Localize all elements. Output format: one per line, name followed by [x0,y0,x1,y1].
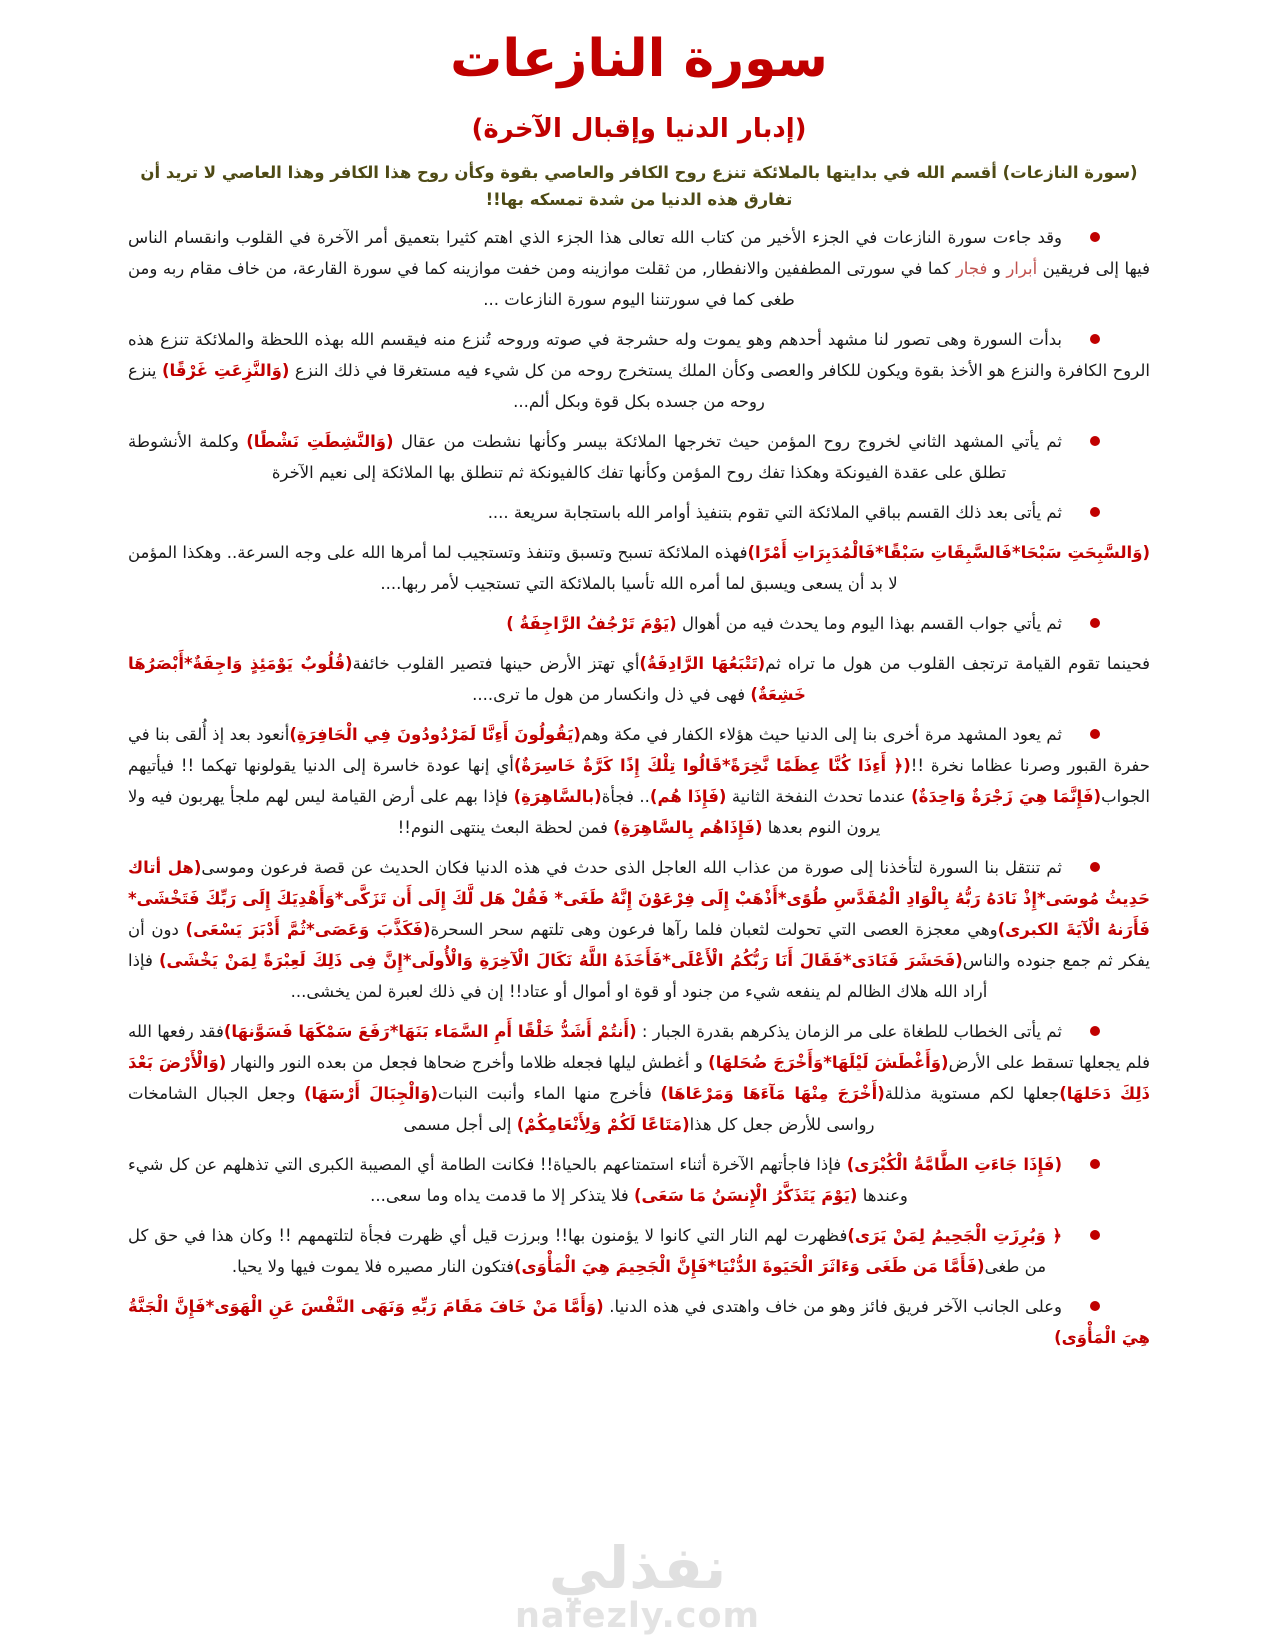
bullet-icon [1090,334,1100,344]
bullet-icon [1090,436,1100,446]
quran-quote: (وَالنَّزِعَتِ غَرْقًا) [161,360,290,380]
quran-quote: (فَإِذَا هُم) [649,786,727,806]
bullet-icon [1090,862,1100,872]
body-text: ثم يأتي المشهد الثاني لخروج روح المؤمن حيث تخرجها الملائكة بيسر وكأنها نشطت من عقال [393,431,1062,451]
intro-note: (سورة النازعات) أقسم الله في بدايتها بالملائكة تنزع روح الكافر والعاصي بقوة وكأن روح هذا الكافر وهذا العاصي لا تريد أن تفارق هذه الدنيا من شدة تمسكه بها!! [140,162,1138,209]
quran-quote: (بالسَّاهِرَةِ) [513,786,602,806]
body-text: فهى في ذل وانكسار من هول ما ترى.... [472,684,751,704]
quran-quote: (يَقُولُونَ أَءِنَّا لَمَرْدُودُونَ فِي الْحَافِرَةِ) [289,724,581,744]
bullet-icon [1090,507,1100,517]
body-text: أي تهتز الأرض حينها فتصير القلوب خائفة [352,653,640,673]
body-text: ثم يأتى بعد ذلك القسم بباقي الملائكة التي تقوم بتنفيذ أوامر الله باستجابة سريعة .... [487,502,1062,522]
quran-quote: (أَنتُمْ أَشَدُّ خَلْقًا أَمِ السَّمَاء بَنَهَا*رَفَعَ سَمْكَهَا فَسَوَّنهَا) [223,1021,637,1041]
body-text: فأخرج منها الماء وأنبت النبات [437,1083,661,1103]
watermark [0,1534,1275,1636]
quran-quote: (وَأَمَّا مَنْ خَافَ مَقَامَ رَبِّهِ وَنَهَى النَّفْسَ عَنِ الْهَوَى*فَإِنَّ الْجَنَّةُ هِيَ الْمَأْوَى) [128,1296,1150,1347]
bullet-icon [1090,1026,1100,1036]
quran-quote: (وَالسَّبِحَتِ سَبْحَا*فَالسَّبِقَاتِ سَبْقًا*فَالْمُدَبِرَاتِ أَمْرًا) [747,542,1150,562]
list-item [128,1016,1150,1140]
bullet-icon [1090,1301,1100,1311]
body-text: فإذا أراد الله هلاك الظالم لم ينفعه شيء من جنود أو قوة او أموال أو عتاد!! إن في ذلك لعبرة لمن يخشى... [128,950,988,1001]
body-text: ينزع روحه من جسده بكل قوة وبكل ألم... [128,360,765,411]
nafezly-domain: nafezly.com [514,1595,761,1636]
body-text: دون أن يفكر ثم جمع جنوده والناس [128,919,1151,970]
quran-quote: (فَإِذَاهُم بِالسَّاهِرَةِ) [613,817,763,837]
body-text: و أغطش ليلها فجعله ظلاما وأخرج ضحاها فجعل من بعده النور والنهار [226,1052,709,1072]
body-text: كما في سورتى المطففين والانفطار, من ثقلت موازينه ومن خفت موازينه كما في سورة القارعة، من خاف مقام ربه ومن طغى كما في سورتننا اليوم سورة النازعات ... [128,258,956,309]
body-text: ثم تنتقل بنا السورة لتأخذنا إلى صورة من عذاب الله العاجل الذى حدث في هذه الدنيا فكان الحديث عن قصة فرعون وموسى [201,857,1062,877]
paragraph [128,648,1150,710]
body-text: بدأت السورة وهى تصور لنا مشهد أحدهم وهو يموت وله حشرجة في صوته وروحه تُنزع منه فيقسم الله بهذه اللحظة والملائكة تنزع هذه الروح الكافرة والنزع هو الأخذ بقوة ويكون للكافر والعصى وكأن الملك يستخرج روحه من كل شيء فيه مستغرقا في ذلك النزع [128,329,1150,380]
quran-quote: (وَالنَّشِطَتِ نَشْطًا) [246,431,394,451]
quran-quote: (يَوْمَ تَرْجُفُ الرَّاجِفَةُ ) [506,613,677,633]
quran-quote: فجار [955,258,988,278]
body-text: أي إنها عودة خاسرة إلى الدنيا يقولونها تهكما !! فيأتيهم الجواب [128,755,1151,806]
body-text: .. فجأة [601,786,650,806]
body-text: و [987,258,1007,278]
list-item [128,324,1150,417]
quran-quote: ﴿ وَبُرِزَتِ الْجَحِيمُ لِمَنْ يَرَى) [847,1225,1062,1245]
body-text: فإذا فاجأتهم الآخرة أثناء استمتاعهم بالحياة!! فكانت الطامة أي المصيبة الكبرى التي تذهلهم عن كل شيء وعندها [128,1154,908,1205]
paragraph [128,537,1150,599]
body-text: فهذه الملائكة تسبح وتسبق وتنفذ وتستجيب لما أمرها الله على وجه السرعة.. وهكذا المؤمن لا بد أن يسعى ويسبق لما أمره الله تأسيا بالملائكة التي تستجيب لأمر ربها.... [128,542,898,593]
list-item [128,608,1150,639]
body-text: فظهرت لهم النار التي كانوا لا يؤمنون بها!! وبرزت قيل أي ظهرت فجأة لتلتهمهم !! وكان هذا في حق كل من طغى [128,1225,1047,1276]
bullet-icon [1090,1230,1100,1240]
document-body [128,222,1150,1353]
list-item [128,852,1150,1007]
body-text: جعلها لكم مستوية مذللة [884,1083,1060,1103]
body-text: ثم يأتى الخطاب للطغاة على مر الزمان يذكرهم بقدرة الجبار : [636,1021,1062,1041]
body-text: أنعود بعد إذ أُلقى بنا في حفرة القبور وصرنا عظاما نخرة !! [128,724,1150,775]
quran-quote: (فَكَذَّبَ وَعَصَى*ثُمَّ أَدْبَرَ يَسْعَى) [185,919,431,939]
body-text: وعلى الجانب الآخر فريق فائز وهو من خاف واهتدى في هذه الدنيا. [603,1296,1062,1316]
quran-quote: (وَالْجِبَالَ أَرْسَهَا) [304,1083,438,1103]
quran-quote: (أَخْرَجَ مِنْهَا مَآءَهَا وَمَرْعَاهَا) [660,1083,885,1103]
bullet-icon [1090,729,1100,739]
quran-quote: (فَإِنَّمَا هِيَ زَجْرَةٌ وَاحِدَةٌ) [911,786,1102,806]
body-text: فحينما تقوم القيامة ترتجف القلوب من هول ما تراه ثم [765,653,1150,673]
quran-quote: (فَحَشَرَ فَنَادَى*فَقَالَ أَنَا رَبُّكُمُ الْأَعْلَى*فَأَخَذَهُ اللَّهُ نَكَالَ الْآخِرَةِ وَالْأُولَى*إِنَّ فِى ذَلِكَ لَعِبْرَةً لِمَنْ يَخْشَى) [158,950,963,970]
page-title: سورة النازعات [450,29,828,89]
document-content [128,30,1150,1353]
body-text: فتكون النار مصيره فلا يموت فيها ولا يحيا. [231,1256,514,1276]
nafezly-logo: نفذلي [548,1534,727,1602]
quran-quote: (هل أتاك حَدِيثُ مُوسَى*إِذْ نَادَهُ رَبُّهُ بِالْوَادِ الْمُقَدَّسِ طُوًى*أَذْهَبْ إِلَى فِرْعَوْنَ إِنَّهُ طَغَى* فَقُلْ هَل لَّكَ إِلَى أَن تَزَكَّى*وَأَهْدِيَكَ إِلَى رَبِّكَ فَتَخْشَى* فَأَرَنهُ الْآيَةَ الكبرى) [128,857,1150,939]
quran-quote: (تَتْبَعُهَا الرَّادِفَةُ) [639,653,766,673]
quran-quote: أبرار [1006,258,1038,278]
quran-quote: (﴿ أَءِذَا كُنَّا عِظَمًا نَّخِرَةً*قَالُوا تِلْكَ إِذًا كَرَّةٌ خَاسِرَةٌ) [513,755,911,775]
body-text: وكلمة الأنشوطة تطلق على عقدة الفيونكة وهكذا تفك روح المؤمن وكأنها تفك كالفيونكة ثم تنطلق بها الملائكة إلى نعيم الآخرة [128,431,1007,482]
body-text: وقد جاءت سورة النازعات في الجزء الأخير من كتاب الله تعالى هذا الجزء الذي اهتم كثيرا بتعميق أمر الآخرة في القلوب وانقسام الناس فيها إلى فريقين [128,227,1150,278]
body-text: عندما تحدث النفخة الثانية [726,786,912,806]
bullet-icon [1090,618,1100,628]
list-item [128,426,1150,488]
quran-quote: (فَإِذَا جَاءَتِ الطَّامَّةُ الْكُبْرَى) [846,1154,1062,1174]
body-text: ثم يأتي جواب القسم بهذا اليوم وما يحدث فيه من أهوال [676,613,1062,633]
quran-quote: (فَأَمَّا مَن طَغَى وَءَاثَرَ الْحَيَوةَ الدُّنْيَا*فَإِنَّ الْجَحِيمَ هِيَ الْمَأْوَى) [514,1256,985,1276]
bullet-icon [1090,1159,1100,1169]
quran-quote: (قُلُوبٌ يَوْمَئِذٍ وَاجِفَةٌ*أَبْصَرُهَا خَشِعَةٌ) [128,653,806,704]
body-text: فمن لحظة البعث ينتهى النوم!! [397,817,614,837]
body-text: وجعل الجبال الشامخات رواسى للأرض جعل كل هذا [128,1083,875,1134]
list-item [128,1220,1150,1282]
body-text: وهي معجزة العصى التي تحولت لثعبان فلما رآها فرعون وهى تلتهم سحر السحرة [430,919,998,939]
body-text: ثم يعود المشهد مرة أخرى بنا إلى الدنيا حيث هؤلاء الكفار في مكة وهم [580,724,1063,744]
body-text: إلى أجل مسمى [403,1114,517,1134]
quran-quote: (وَالْأَرْضَ بَعْدَ ذَلِكَ دَحَلهَا) [128,1052,1151,1103]
quran-quote: (وَأَغْطَشَ لَيْلَهَا*وَأَخْرَجَ ضُحَلهَا) [708,1052,949,1072]
list-item [128,719,1150,843]
body-text: فإذا بهم على أرض القيامة ليس لهم ملجأ يهربون فيه ولا يرون النوم بعدها [128,786,881,837]
quran-quote: (يَوْمَ يَتَذَكَّرُ الْإِنسَنُ مَا سَعَى) [634,1185,858,1205]
quran-quote: (مَتَاعًا لَكُمْ وَلِأَنْعَامِكُمْ) [516,1114,690,1134]
list-item [128,222,1150,315]
body-text: فلا يتذكر إلا ما قدمت يداه وما سعى... [370,1185,635,1205]
list-item [128,497,1150,528]
page-subtitle: (إدبار الدنيا وإقبال الآخرة) [471,113,807,144]
list-item [128,1149,1150,1211]
body-text: فقد رفعها الله فلم يجعلها تسقط على الأرض [128,1021,1151,1072]
bullet-icon [1090,232,1100,242]
list-item [128,1291,1150,1353]
